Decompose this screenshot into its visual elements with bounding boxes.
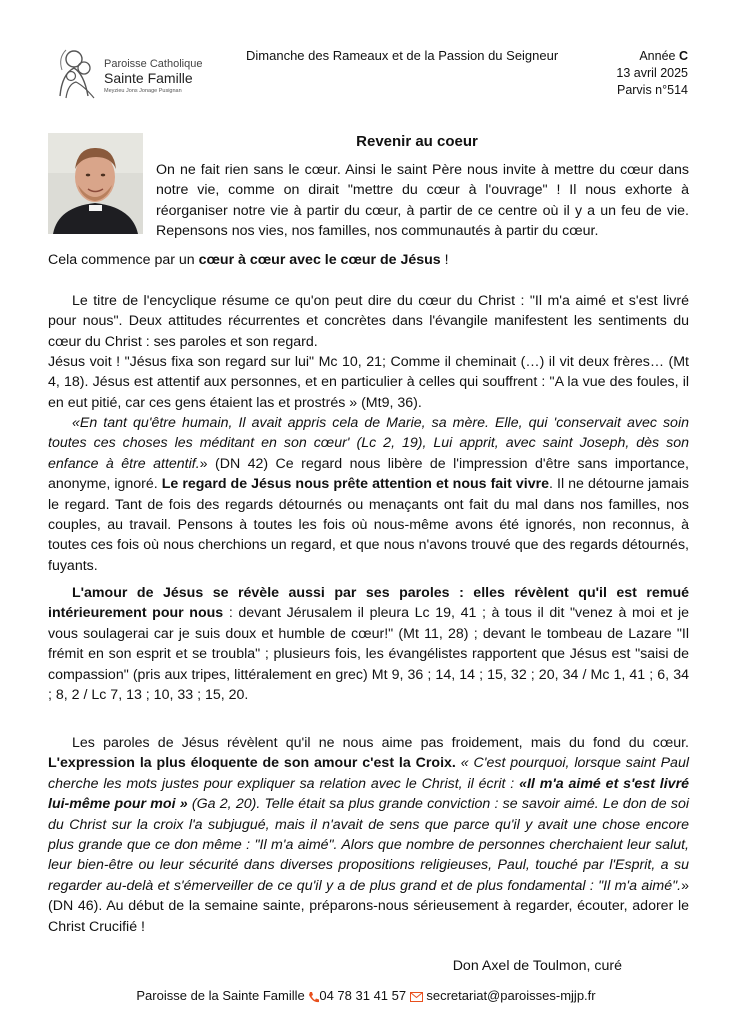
year-value: C bbox=[678, 49, 688, 63]
paragraph-jesus-sees: Jésus voit ! "Jésus fixa son regard sur lui" Mc 10, 21; Comme il cheminait (…) il vit deux frères… (Mt 4, 18). Jésus est attentif aux personnes, et en particulier à celles qui souffrent : "A la vue des foules, il en eut pitié, car ces gens étaient las et prostrés » (Mt9, 36). bbox=[48, 354, 689, 411]
paragraph-croix bbox=[48, 733, 689, 937]
intro-end: ! bbox=[440, 252, 449, 268]
liturgical-day: Dimanche des Rameaux et de la Passion du Seigneur bbox=[246, 48, 559, 63]
logo-line-2: Sainte Famille bbox=[104, 70, 193, 86]
paragraph-paroles bbox=[48, 583, 689, 705]
quote-dn46-a: « C'est pourquoi, lorsque saint Paul cherche les mots justes pour expliquer sa relation avec le Christ, il écrit : bbox=[48, 755, 689, 792]
parish-logo bbox=[54, 46, 204, 106]
liturgical-year bbox=[616, 48, 688, 65]
header bbox=[48, 40, 688, 110]
paragraph-regard bbox=[48, 413, 689, 576]
footer-phone[interactable]: 04 78 31 41 57 bbox=[319, 988, 407, 1003]
envelope-icon bbox=[410, 992, 423, 1002]
phone-icon bbox=[308, 991, 319, 1003]
paragraph-paroles-text: : devant Jérusalem il pleura Lc 19, 41 ; à tous il dit "venez à moi et je vous soulagerai car je suis doux et humble de cœur!" (Mt 11, 28) ; devant le tombeau de Lazare "Il frémit en son esprit et se troubla" ; plusieurs fois, les évangélistes rapportent que Jésus est "saisi de compassion" (pris aux tripes, littéralement en grec) Mt 9, 36 ; 14, 14 ; 15, 32 ; 20, 34 / Mc 1, 41 ; 6, 34 ; 8, 2 / Lc 7, 13 ; 10, 33 ; 15, 20. bbox=[48, 605, 690, 704]
footer-org: Paroisse de la Sainte Famille bbox=[136, 988, 305, 1003]
holy-family-logo-icon bbox=[54, 46, 100, 102]
paragraph-croix-text-b: » (DN 46). Au début de la semaine sainte, préparons-nous sérieusement à regarder, écouter, adorer le Christ Crucifié ! bbox=[48, 877, 689, 935]
year-label: Année bbox=[639, 49, 676, 63]
logo-line-3: Meyzieu Jons Jonage Pusignan bbox=[104, 88, 182, 94]
intro-emphasis: cœur à cœur avec le cœur de Jésus bbox=[198, 252, 441, 268]
article-title: Revenir au coeur bbox=[356, 133, 478, 150]
paragraph-croix-text-a: Les paroles de Jésus révèlent qu'il ne nous aime pas froidement, mais du fond du cœur. bbox=[72, 735, 689, 751]
regard-emphasis: Le regard de Jésus nous prête attention et nous fait vivre bbox=[161, 476, 550, 493]
quote-dn46-b: (Ga 2, 20). Telle était sa plus grande conviction : se savoir aimé. Le don de soi du Christ sur la croix l'a subjugué, mais il n'avait de sens que parce qu'il y avait une chose encore plus grande que ce don même : "Il m'a aimé". Alors que nombre de personnes cherchaient leur salut, leur bien-être ou leur sécurité dans diverses propositions religieuses, Paul, touché par l'Esprit, a su regarder au-delà et s'émerveiller de ce qu'il y a de plus grand et de plus fondamental : "Il m'a aimé". bbox=[48, 796, 689, 894]
paragraph-regard-text-b: . Il ne détourne jamais le regard. Tant de fois des regards détournés ou menaçants ont fait du mal dans nos familles, nos couples, au travail. Pensons à toutes les fois où nous-même avons été ignorés, non reconnus, à toutes ces fois où nous cherchions un regard, et que nous n'avons trouvé que des regards détournés, fuyants. bbox=[48, 476, 689, 574]
intro-conclusion bbox=[48, 250, 689, 270]
quote-dn42: «En tant qu'être humain, Il avait appris cela de Marie, sa mère. Elle, qui 'conservait avec soin toutes ces choses les méditant en son cœur' (Lc 2, 19), Lui apprit, avec saint Joseph, dès son enfance à être attentif. bbox=[48, 415, 689, 472]
footer-email[interactable]: secretariat@paroisses-mjjp.fr bbox=[426, 988, 596, 1003]
signature: Don Axel de Toulmon, curé bbox=[452, 958, 622, 974]
paragraph-encyclical: Le titre de l'encyclique résume ce qu'on peut dire du cœur du Christ : "Il m'a aimé et s'est livré pour nous". Deux attitudes récurrentes et concrètes dans l'évangile manifestent les sentiments du cœur du Christ : ses paroles et son regard. bbox=[48, 293, 689, 350]
intro-conclusion-text: Cela commence par un bbox=[48, 252, 199, 268]
logo-line-1: Paroisse Catholique bbox=[104, 58, 203, 70]
intro-paragraph: On ne fait rien sans le cœur. Ainsi le saint Père nous invite à mettre du cœur dans notre vie, comme on dirait "mettre du cœur à l'ouvrage" ! Il nous exhorte à réorganiser notre vie à partir du cœur, à partir de ce centre où il y a un feu de vie. Repensons nos vies, nos familles, nos communautés à partir du cœur. bbox=[156, 162, 689, 240]
issue-info bbox=[616, 48, 688, 99]
paroles-emphasis: L'amour de Jésus se révèle aussi par ses paroles : elles révèlent qu'il est remué intérieurement pour nous bbox=[48, 585, 689, 622]
issue-number: Parvis n°514 bbox=[616, 83, 688, 97]
croix-emphasis: L'expression la plus éloquente de son amour c'est la Croix. bbox=[48, 755, 456, 772]
quote-galatians: «Il m'a aimé et s'est livré lui-même pour moi » bbox=[48, 775, 689, 813]
footer bbox=[0, 988, 732, 1003]
paragraph-regard-text-a: » (DN 42) Ce regard nous libère de l'impression d'être sans importance, anonyme, ignoré. bbox=[48, 455, 689, 493]
issue-date: 13 avril 2025 bbox=[616, 66, 688, 80]
